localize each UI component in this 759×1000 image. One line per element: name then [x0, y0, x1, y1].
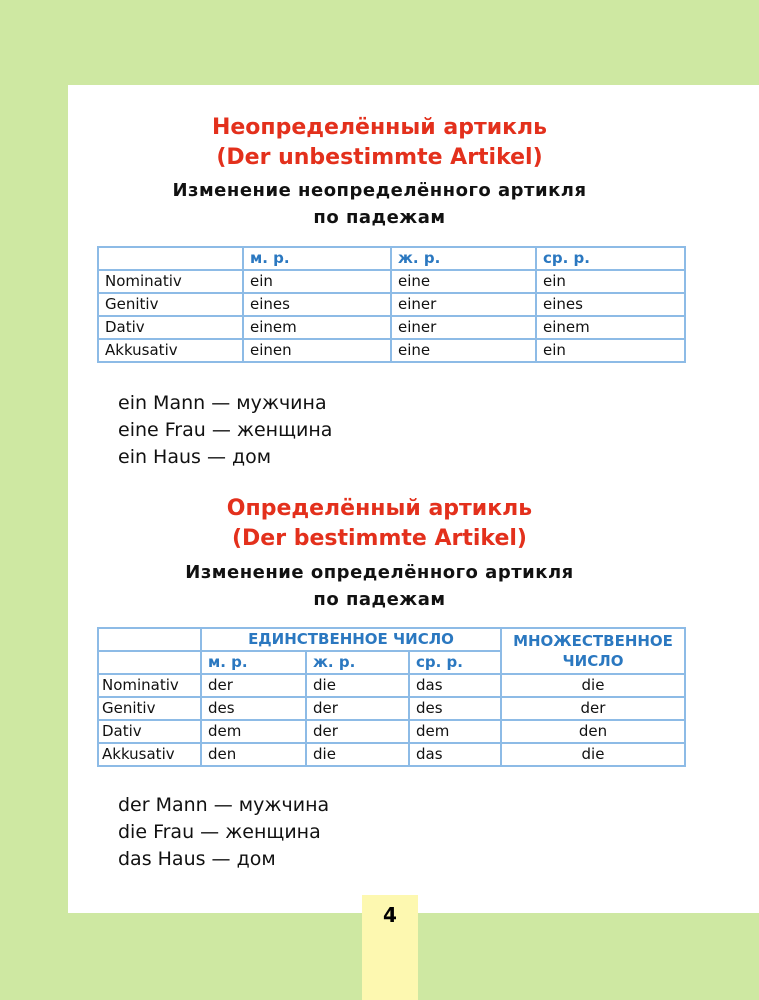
table-row	[98, 697, 685, 720]
cell: dem	[201, 720, 306, 743]
header-cell: м. р.	[243, 247, 391, 270]
header-cell: ж. р.	[391, 247, 536, 270]
case-cell: Dativ	[98, 720, 201, 743]
cell: das	[409, 743, 501, 766]
indefinite-examples	[118, 390, 332, 471]
cell: die	[501, 743, 685, 766]
plural-header: МНОЖЕСТВЕННОЕ ЧИСЛО	[501, 628, 685, 674]
case-cell: Genitiv	[98, 697, 201, 720]
cell: ein	[536, 339, 685, 362]
table-header-row	[98, 628, 685, 651]
definite-title-de: (Der bestimmte Artikel)	[231, 526, 527, 551]
definite-title: Определённый артикль	[226, 496, 533, 521]
cell: eines	[243, 293, 391, 316]
cell: der	[306, 697, 409, 720]
case-cell: Akkusativ	[98, 339, 243, 362]
definite-subtitle: Изменение определённого артикля	[185, 562, 574, 583]
indefinite-title: Неопределённый артикль	[211, 115, 548, 140]
example: das Haus — дом	[118, 848, 276, 870]
table-row	[98, 293, 685, 316]
header-cell: м. р.	[201, 651, 306, 674]
table-row	[98, 339, 685, 362]
table-row	[98, 674, 685, 697]
example: ein Mann — мужчина	[118, 392, 327, 414]
case-cell: Nominativ	[98, 270, 243, 293]
case-cell: Dativ	[98, 316, 243, 339]
cell: einer	[391, 316, 536, 339]
table-row	[98, 720, 685, 743]
cell: der	[501, 697, 685, 720]
cell: einen	[243, 339, 391, 362]
indefinite-subtitle-2: по падежам	[313, 207, 446, 228]
cell: den	[501, 720, 685, 743]
table-header-row	[98, 247, 685, 270]
cell: eine	[391, 270, 536, 293]
cell: ein	[243, 270, 391, 293]
table-row	[98, 743, 685, 766]
example: eine Frau — женщина	[118, 419, 333, 441]
cell: die	[501, 674, 685, 697]
example: der Mann — мужчина	[118, 794, 330, 816]
cell: der	[306, 720, 409, 743]
table-row	[98, 270, 685, 293]
cell: den	[201, 743, 306, 766]
header-cell: ж. р.	[306, 651, 409, 674]
cell: die	[306, 743, 409, 766]
case-cell: Akkusativ	[98, 743, 201, 766]
cell: einem	[243, 316, 391, 339]
cell: einem	[536, 316, 685, 339]
header-cell: ср. р.	[536, 247, 685, 270]
example: ein Haus — дом	[118, 446, 272, 468]
cell: des	[201, 697, 306, 720]
definite-table	[97, 627, 686, 767]
case-cell: Genitiv	[98, 293, 243, 316]
case-cell: Nominativ	[98, 674, 201, 697]
cell: dem	[409, 720, 501, 743]
cell: eine	[391, 339, 536, 362]
example: die Frau — женщина	[118, 821, 321, 843]
cell: des	[409, 697, 501, 720]
cell: das	[409, 674, 501, 697]
table-row	[98, 316, 685, 339]
indefinite-title-de: (Der unbestimmte Artikel)	[216, 145, 543, 170]
cell: ein	[536, 270, 685, 293]
cell: eines	[536, 293, 685, 316]
cell: der	[201, 674, 306, 697]
page-number: 4	[362, 895, 418, 1000]
indefinite-table	[97, 246, 686, 363]
cell: die	[306, 674, 409, 697]
singular-header: ЕДИНСТВЕННОЕ ЧИСЛО	[201, 628, 501, 651]
definite-subtitle-2: по падежам	[313, 589, 446, 610]
cell: einer	[391, 293, 536, 316]
indefinite-subtitle: Изменение неопределённого артикля	[172, 180, 587, 201]
header-cell: ср. р.	[409, 651, 501, 674]
definite-examples	[118, 792, 329, 873]
